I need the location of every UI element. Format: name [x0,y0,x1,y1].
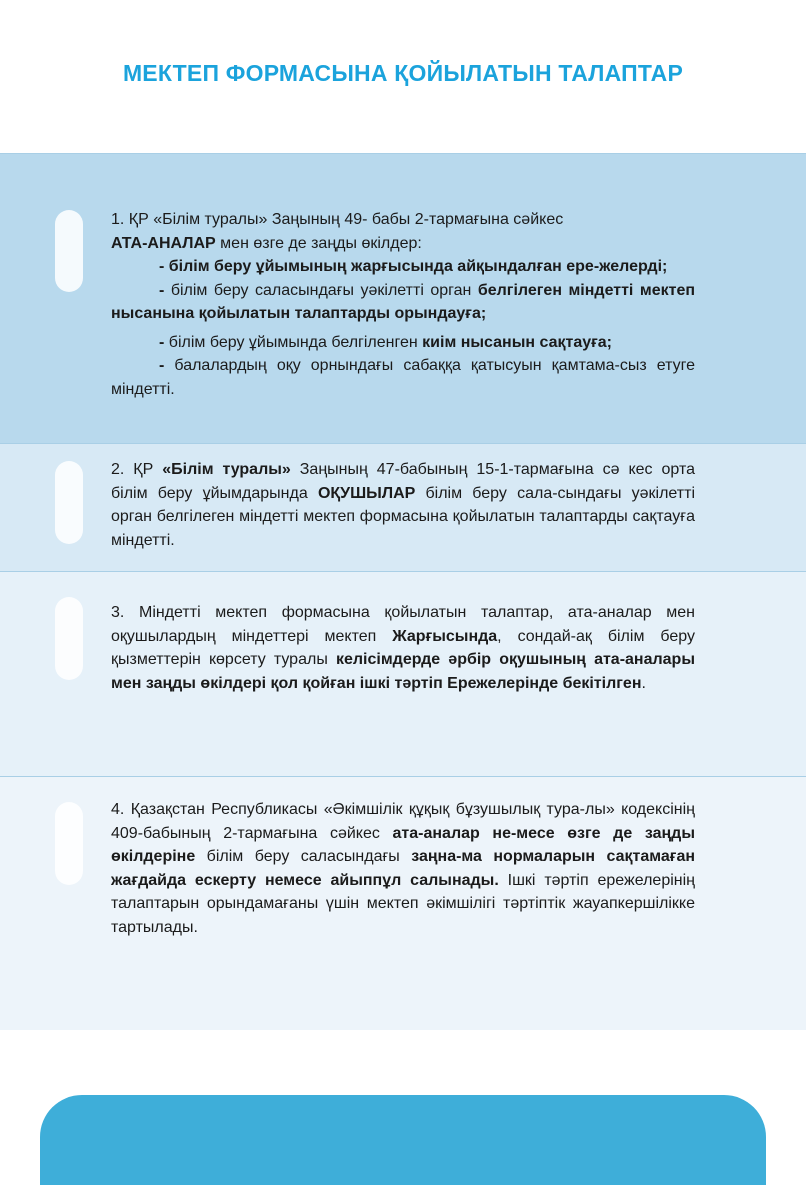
section-2-text [111,458,695,552]
section-3-text [111,601,695,695]
section-1-item-3: - білім беру ұйымында белгіленген киім нысанын сақтауға; [159,333,613,351]
section-1-item-1: - білім беру ұйымының жарғысында айқындалған ере-желерді; [159,258,668,275]
parents-label: АТА-АНАЛАР [111,234,216,252]
section-4-text [111,798,695,939]
section-3-paragraph: 3. Міндетті мектеп формасына қойылатын талаптар, ата-аналар мен оқушылардың міндеттері мектеп Жарғысында, сондай-ақ білім беру қызметтерін көрсету туралы келісімдерде әрбір оқушының ата-аналары мен заңды өкілдері қол қойған ішкі тәртіп Ережелерінде бекітілген. [111,604,695,692]
section-1-line-1: 1. ҚР «Білім туралы» Заңының 49- бабы 2-тармағына сәйкес [111,211,564,228]
section-2-paragraph: 2. ҚР «Білім туралы» Заңының 47-бабының 15-1-тармағына сә кес орта білім беру ұйымдарында ОҚУШЫЛАР білім беру сала-сындағы уәкілетті орган белгілеген міндетті мектеп формасына қойылатын талаптарды сақтауға міндетті. [111,461,696,549]
section-1-line-2: АТА-АНАЛАР мен өзге де заңды өкілдер: [111,234,422,252]
footer-banner [40,1095,766,1185]
section-4-paragraph: 4. Қазақстан Республикасы «Әкімшілік құқық бұзушылық тура-лы» кодексінің 409-бабының 2-тармағына сәйкес ата-аналар не-месе өзге де заңды өкілдеріне білім беру саласындағы заңна-ма нормаларын сақтамаған жағдайда ескерту немесе айыппұл салынады. Ішкі тәртіп ережелерінің талаптарын орындамағаны үшін мектеп әкімшілігі тәртіптік жауапкершілікке тартылады. [111,801,696,936]
section-1-item-2: - білім беру саласындағы уәкілетті орган белгілеген міндетті мектеп нысанына қойылатын талаптарды орындауға; [111,281,695,322]
section-1-item-4: - балалардың оқу орнындағы сабаққа қатысуын қамтама-сыз етуге міндетті. [111,357,695,398]
section-1-text [111,208,695,401]
section-1-marker [55,210,83,292]
section-3-marker [55,597,83,680]
section-2-marker [55,461,83,544]
section-4-marker [55,802,83,885]
page-title: МЕКТЕП ФОРМАСЫНА ҚОЙЫЛАТЫН ТАЛАПТАР [122,60,684,86]
